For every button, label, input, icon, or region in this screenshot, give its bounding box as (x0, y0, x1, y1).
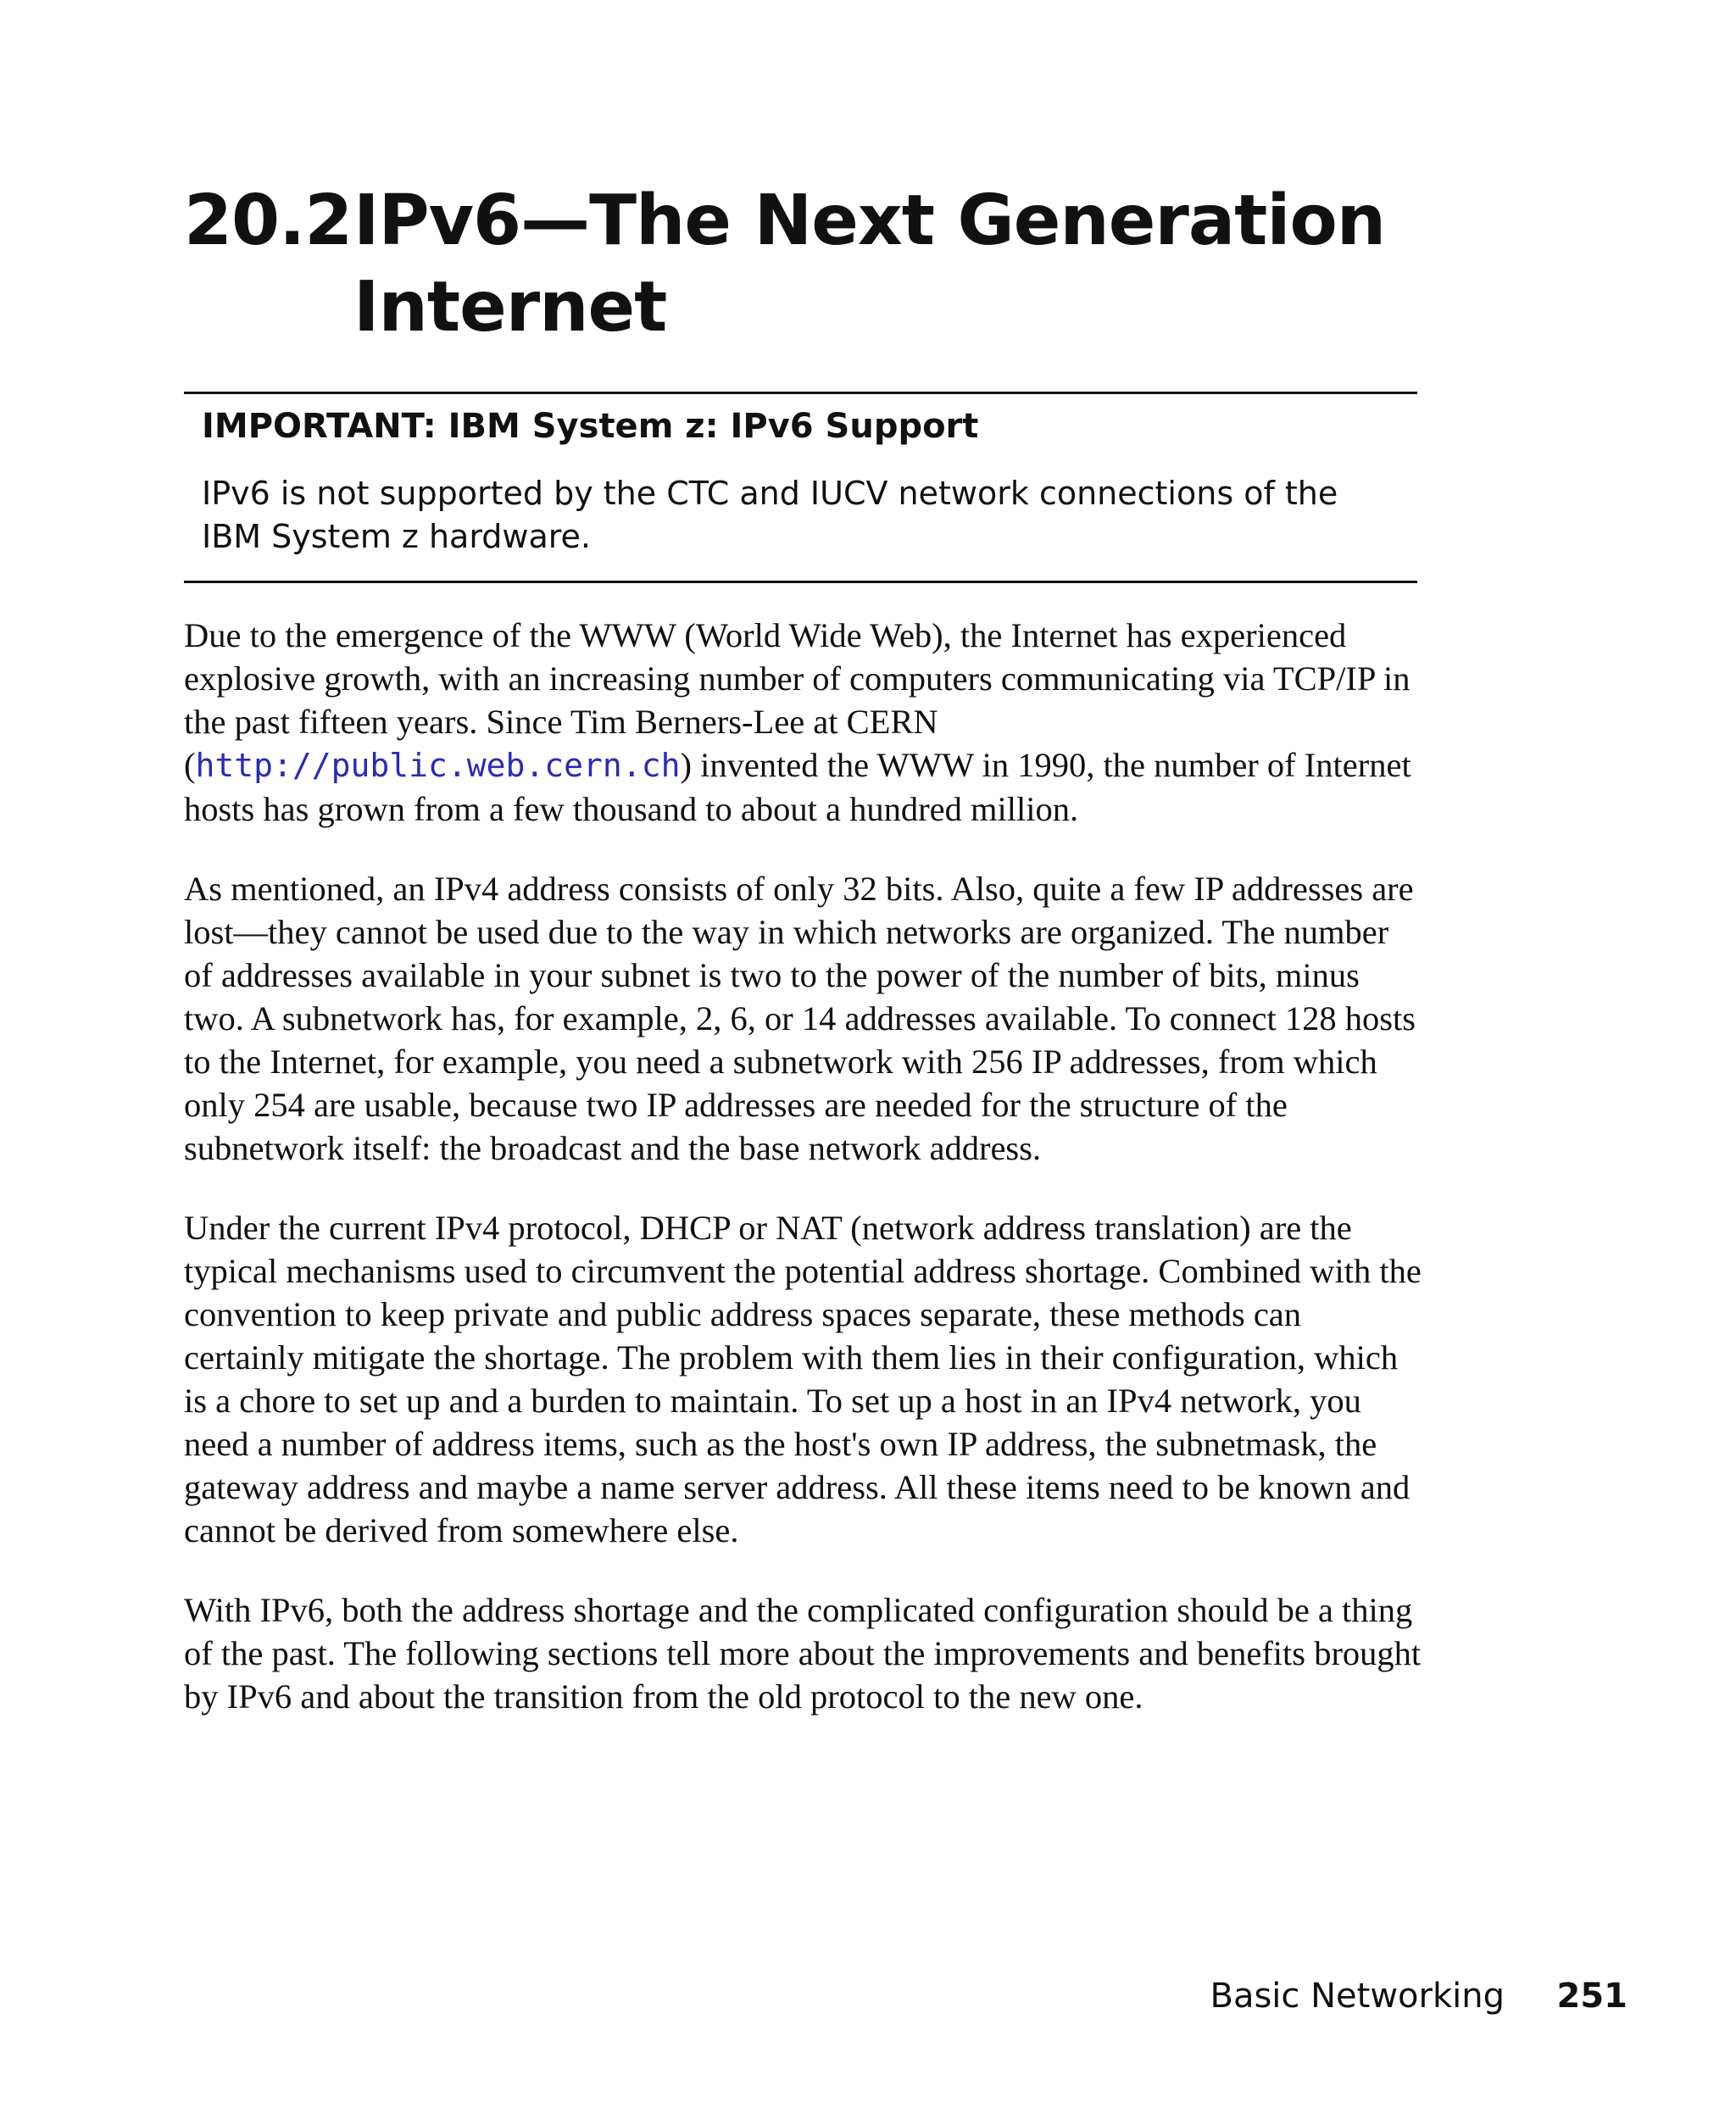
section-title (353, 178, 1455, 351)
section-title-line-2: Internet (353, 267, 667, 348)
cern-url-link[interactable]: http://public.web.cern.ch (195, 747, 681, 784)
section-number: 20.2 (184, 181, 353, 261)
page-footer (1210, 1971, 1628, 2022)
footer-section-name: Basic Networking (1210, 1977, 1505, 2016)
body-text (184, 614, 1422, 1755)
page-number: 251 (1556, 1977, 1628, 2016)
paragraph-1 (184, 614, 1422, 831)
paragraph-1-text-end: ) invented the WWW in 1990, the number of Internet hosts has grown from a few thousand to about a hundred million. (184, 746, 1411, 828)
paragraph-4: With IPv6, both the address shortage and the complicated configuration should be a thing of the past. The following sections tell more about the improvements and benefits brought by IPv6 and about the transition from the old protocol to the new one. (184, 1591, 1422, 1716)
paragraph-3: Under the current IPv4 protocol, DHCP or NAT (network address translation) are the typical mechanisms used to circumvent the potential address shortage. Combined with the convention to keep private and public address spaces separate, these methods can certainly mitigate the shortage. The problem with them lies in their configuration, which is a chore to set up and a burden to maintain. To set up a host in an IPv4 network, you need a number of address items, such as the host's own IP address, the subnetmask, the gateway address and maybe a name server address. All these items need to be known and cannot be derived from somewhere else. (184, 1209, 1422, 1549)
section-title-line-1: IPv6—The Next Generation (353, 181, 1386, 261)
paragraph-2: As mentioned, an IPv4 address consists of only 32 bits. Also, quite a few IP addresses are lost—they cannot be used due to the way in which networks are organized. The number of addresses available in your subnet is two to the power of the number of bits, minus two. A subnetwork has, for example, 2, 6, or 14 addresses available. To connect 128 hosts to the Internet, for example, you need a subnetwork with 256 IP addresses, from which only 254 are usable, because two IP addresses are needed for the structure of the subnetwork itself: the broadcast and the base network address. (184, 870, 1416, 1167)
important-note-box (184, 392, 1417, 583)
important-note-text: IPv6 is not supported by the CTC and IUCV network connections of the IBM System z hardware. (202, 475, 1338, 555)
important-note-label: IMPORTANT: IBM System z: IPv6 Support (202, 407, 979, 446)
paragraph-1-text-start: Due to the emergence of the WWW (World Wide Web), the Internet has experienced explosive growth, with an increasing number of computers communicating via TCP/IP in the past fifteen years. Since Tim Berners-Lee at CERN ( (184, 616, 1410, 784)
